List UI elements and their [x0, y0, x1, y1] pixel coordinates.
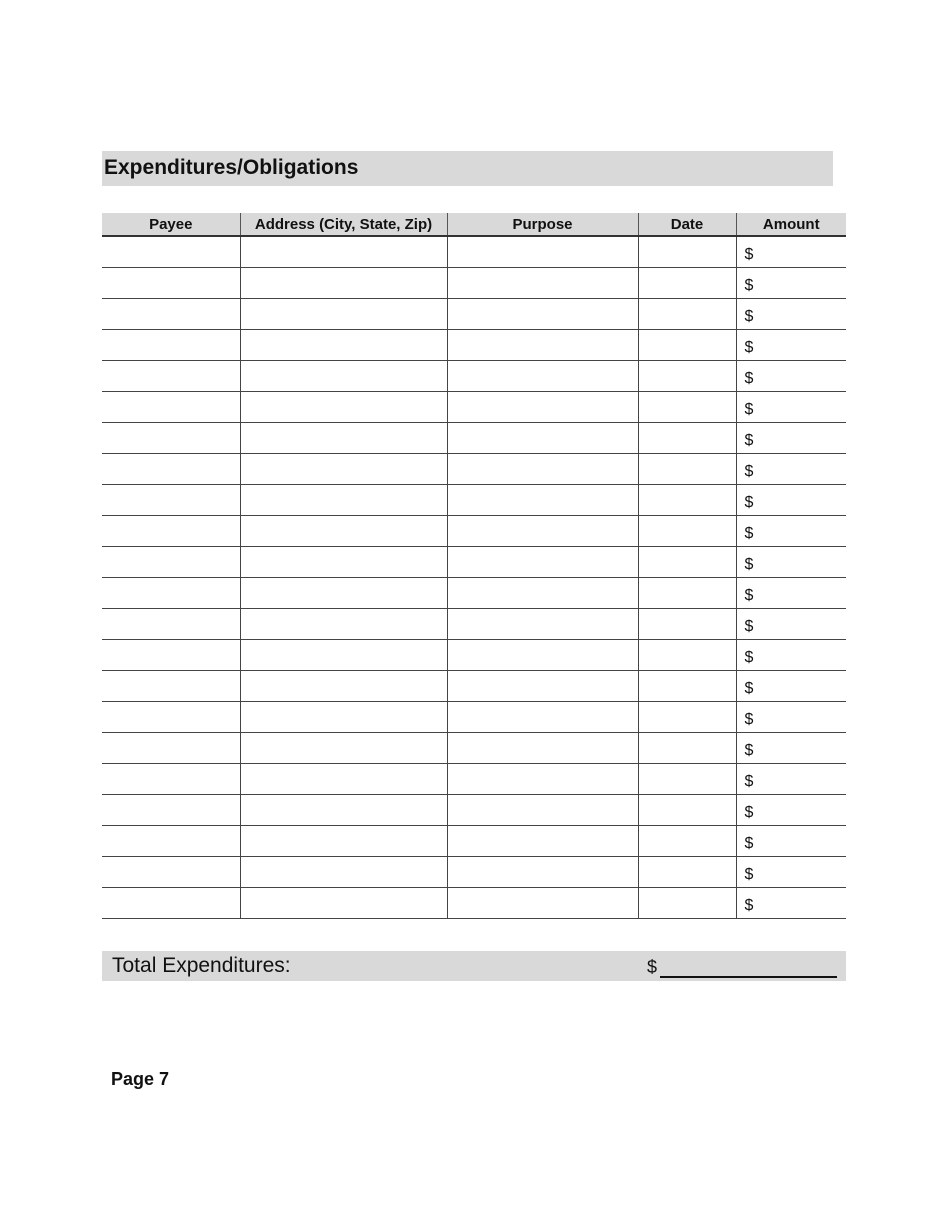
- table-row: [102, 857, 846, 888]
- amount-cell[interactable]: [736, 423, 846, 454]
- amount-cell[interactable]: [736, 671, 846, 702]
- purpose-cell[interactable]: [447, 857, 638, 888]
- table-row: [102, 361, 846, 392]
- payee-cell[interactable]: [102, 454, 240, 485]
- address-cell[interactable]: [240, 516, 447, 547]
- currency-symbol: $: [744, 246, 754, 263]
- amount-cell[interactable]: [736, 733, 846, 764]
- header-purpose: Purpose: [447, 213, 638, 236]
- address-cell[interactable]: [240, 268, 447, 299]
- header-amount: Amount: [736, 213, 846, 236]
- address-cell[interactable]: [240, 330, 447, 361]
- purpose-cell[interactable]: [447, 764, 638, 795]
- amount-cell[interactable]: [736, 547, 846, 578]
- payee-cell[interactable]: [102, 733, 240, 764]
- payee-cell[interactable]: [102, 857, 240, 888]
- payee-cell[interactable]: [102, 764, 240, 795]
- purpose-cell[interactable]: [447, 236, 638, 268]
- table-row: [102, 826, 846, 857]
- address-cell[interactable]: [240, 392, 447, 423]
- date-cell[interactable]: [638, 733, 736, 764]
- total-bar: [102, 951, 846, 981]
- payee-cell[interactable]: [102, 268, 240, 299]
- address-cell[interactable]: [240, 547, 447, 578]
- currency-symbol: $: [744, 308, 754, 325]
- purpose-cell[interactable]: [447, 547, 638, 578]
- purpose-cell[interactable]: [447, 299, 638, 330]
- currency-symbol: $: [744, 339, 754, 356]
- table-row: [102, 268, 846, 299]
- date-cell[interactable]: [638, 299, 736, 330]
- table-row: [102, 516, 846, 547]
- payee-cell[interactable]: [102, 671, 240, 702]
- amount-cell[interactable]: [736, 392, 846, 423]
- currency-symbol: $: [744, 649, 754, 666]
- amount-cell[interactable]: [736, 702, 846, 733]
- payee-cell[interactable]: [102, 299, 240, 330]
- date-cell[interactable]: [638, 578, 736, 609]
- payee-cell[interactable]: [102, 361, 240, 392]
- date-cell[interactable]: [638, 423, 736, 454]
- table-row: [102, 454, 846, 485]
- currency-symbol: $: [744, 618, 754, 635]
- date-cell[interactable]: [638, 454, 736, 485]
- purpose-cell[interactable]: [447, 454, 638, 485]
- total-label: Total Expenditures:: [112, 954, 291, 977]
- currency-symbol: $: [744, 277, 754, 294]
- address-cell[interactable]: [240, 454, 447, 485]
- amount-cell[interactable]: [736, 268, 846, 299]
- table-row: [102, 485, 846, 516]
- table-row: [102, 392, 846, 423]
- table-row: [102, 423, 846, 454]
- amount-cell[interactable]: [736, 795, 846, 826]
- amount-cell[interactable]: [736, 516, 846, 547]
- header-address: Address (City, State, Zip): [240, 213, 447, 236]
- table-row: [102, 702, 846, 733]
- date-cell[interactable]: [638, 671, 736, 702]
- payee-cell[interactable]: [102, 330, 240, 361]
- payee-cell[interactable]: [102, 826, 240, 857]
- total-currency: $: [647, 957, 658, 977]
- currency-symbol: $: [744, 556, 754, 573]
- address-cell[interactable]: [240, 361, 447, 392]
- address-cell[interactable]: [240, 702, 447, 733]
- address-cell[interactable]: [240, 733, 447, 764]
- date-cell[interactable]: [638, 888, 736, 919]
- payee-cell[interactable]: [102, 640, 240, 671]
- purpose-cell[interactable]: [447, 330, 638, 361]
- address-cell[interactable]: [240, 888, 447, 919]
- purpose-cell[interactable]: [447, 485, 638, 516]
- amount-cell[interactable]: [736, 454, 846, 485]
- payee-cell[interactable]: [102, 578, 240, 609]
- address-cell[interactable]: [240, 423, 447, 454]
- date-cell[interactable]: [638, 857, 736, 888]
- amount-cell[interactable]: [736, 826, 846, 857]
- currency-symbol: $: [744, 587, 754, 604]
- address-cell[interactable]: [240, 795, 447, 826]
- table-row: [102, 640, 846, 671]
- payee-cell[interactable]: [102, 485, 240, 516]
- table-row: [102, 330, 846, 361]
- date-cell[interactable]: [638, 826, 736, 857]
- purpose-cell[interactable]: [447, 640, 638, 671]
- amount-cell[interactable]: [736, 888, 846, 919]
- address-cell[interactable]: [240, 609, 447, 640]
- currency-symbol: $: [744, 804, 754, 821]
- date-cell[interactable]: [638, 547, 736, 578]
- section-title: Expenditures/Obligations: [104, 156, 359, 179]
- amount-cell[interactable]: [736, 764, 846, 795]
- date-cell[interactable]: [638, 392, 736, 423]
- table-row: [102, 888, 846, 919]
- table-row: [102, 578, 846, 609]
- currency-symbol: $: [744, 835, 754, 852]
- payee-cell[interactable]: [102, 392, 240, 423]
- table-row: [102, 764, 846, 795]
- page-number: Page 7: [111, 1069, 170, 1089]
- table-row: [102, 236, 846, 268]
- currency-symbol: $: [744, 897, 754, 914]
- amount-cell[interactable]: [736, 299, 846, 330]
- table-row: [102, 671, 846, 702]
- table-row: [102, 609, 846, 640]
- purpose-cell[interactable]: [447, 826, 638, 857]
- date-cell[interactable]: [638, 268, 736, 299]
- address-cell[interactable]: [240, 764, 447, 795]
- date-cell[interactable]: [638, 236, 736, 268]
- purpose-cell[interactable]: [447, 423, 638, 454]
- header-date: Date: [638, 213, 736, 236]
- amount-cell[interactable]: [736, 330, 846, 361]
- currency-symbol: $: [744, 680, 754, 697]
- address-cell[interactable]: [240, 299, 447, 330]
- amount-cell[interactable]: [736, 640, 846, 671]
- currency-symbol: $: [744, 432, 754, 449]
- expenditures-table: [102, 213, 846, 919]
- date-cell[interactable]: [638, 795, 736, 826]
- purpose-cell[interactable]: [447, 702, 638, 733]
- currency-symbol: $: [744, 525, 754, 542]
- table-row: [102, 795, 846, 826]
- address-cell[interactable]: [240, 671, 447, 702]
- address-cell[interactable]: [240, 236, 447, 268]
- address-cell[interactable]: [240, 578, 447, 609]
- purpose-cell[interactable]: [447, 392, 638, 423]
- purpose-cell[interactable]: [447, 268, 638, 299]
- payee-cell[interactable]: [102, 795, 240, 826]
- date-cell[interactable]: [638, 609, 736, 640]
- address-cell[interactable]: [240, 826, 447, 857]
- date-cell[interactable]: [638, 702, 736, 733]
- currency-symbol: $: [744, 742, 754, 759]
- amount-cell[interactable]: [736, 361, 846, 392]
- amount-cell[interactable]: [736, 236, 846, 268]
- purpose-cell[interactable]: [447, 516, 638, 547]
- payee-cell[interactable]: [102, 423, 240, 454]
- purpose-cell[interactable]: [447, 578, 638, 609]
- currency-symbol: $: [744, 401, 754, 418]
- table-header-row: [102, 213, 846, 236]
- payee-cell[interactable]: [102, 547, 240, 578]
- payee-cell[interactable]: [102, 236, 240, 268]
- date-cell[interactable]: [638, 640, 736, 671]
- purpose-cell[interactable]: [447, 733, 638, 764]
- date-cell[interactable]: [638, 330, 736, 361]
- purpose-cell[interactable]: [447, 609, 638, 640]
- header-payee: Payee: [102, 213, 240, 236]
- payee-cell[interactable]: [102, 702, 240, 733]
- amount-cell[interactable]: [736, 578, 846, 609]
- purpose-cell[interactable]: [447, 888, 638, 919]
- amount-cell[interactable]: [736, 857, 846, 888]
- date-cell[interactable]: [638, 764, 736, 795]
- currency-symbol: $: [744, 866, 754, 883]
- address-cell[interactable]: [240, 640, 447, 671]
- purpose-cell[interactable]: [447, 671, 638, 702]
- payee-cell[interactable]: [102, 516, 240, 547]
- total-amount-field[interactable]: [660, 976, 837, 978]
- address-cell[interactable]: [240, 857, 447, 888]
- section-title-bar: [102, 151, 833, 186]
- table-row: [102, 299, 846, 330]
- currency-symbol: $: [744, 711, 754, 728]
- currency-symbol: $: [744, 773, 754, 790]
- amount-cell[interactable]: [736, 609, 846, 640]
- date-cell[interactable]: [638, 485, 736, 516]
- amount-cell[interactable]: [736, 485, 846, 516]
- currency-symbol: $: [744, 463, 754, 480]
- address-cell[interactable]: [240, 485, 447, 516]
- table-row: [102, 733, 846, 764]
- date-cell[interactable]: [638, 361, 736, 392]
- date-cell[interactable]: [638, 516, 736, 547]
- payee-cell[interactable]: [102, 609, 240, 640]
- currency-symbol: $: [744, 370, 754, 387]
- currency-symbol: $: [744, 494, 754, 511]
- purpose-cell[interactable]: [447, 361, 638, 392]
- purpose-cell[interactable]: [447, 795, 638, 826]
- table-row: [102, 547, 846, 578]
- payee-cell[interactable]: [102, 888, 240, 919]
